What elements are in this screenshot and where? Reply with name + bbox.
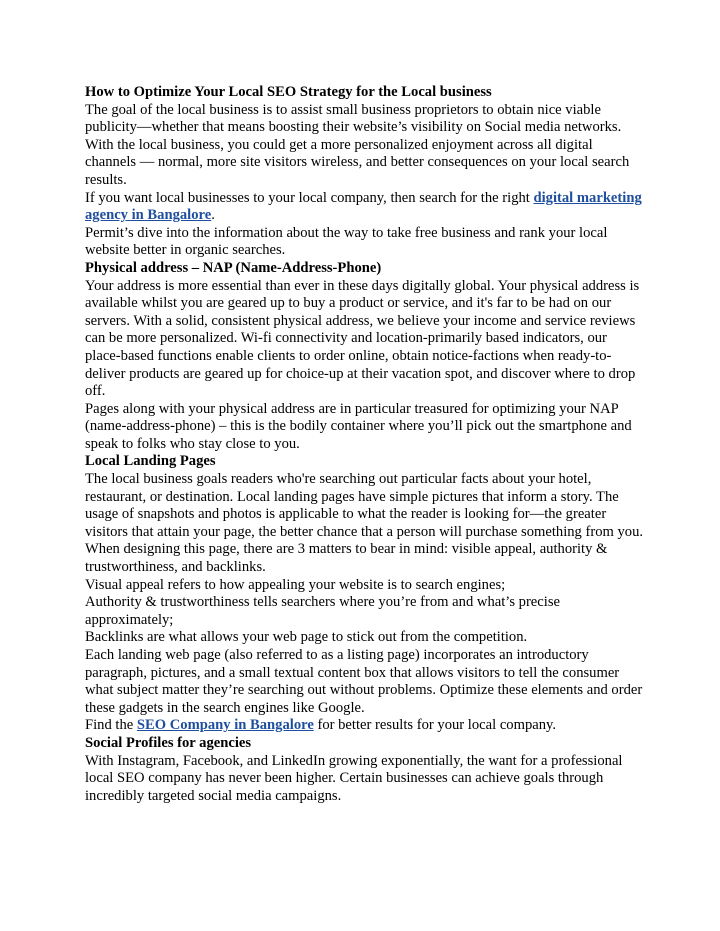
landing-pages-heading: Local Landing Pages	[85, 453, 216, 470]
intro-paragraph-1: The goal of the local business is to assist small business proprietors to obtain nice viable publicity—whether that means boosting their website’s visibility on Social media networks.	[85, 101, 622, 136]
landing-paragraph-5: Backlinks are what allows your web page to stick out from the competition.	[85, 629, 528, 646]
intro-paragraph-3	[85, 190, 645, 225]
document-page	[85, 84, 645, 805]
seo-company-link[interactable]: SEO Company in Bangalore	[136, 717, 314, 734]
social-paragraph-1: With Instagram, Facebook, and LinkedIn growing exponentially, the want for a professional local SEO company has never been higher. Certain businesses can achieve goals through incredibly targeted social media campaigns.	[85, 752, 623, 804]
landing-paragraph-7-end: for better results for your local company.	[313, 717, 557, 734]
nap-paragraph-2: Pages along with your physical address are in particular treasured for optimizing your NAP (name-address-phone) – this is the bodily container where you’ll pick out the smartphone and speak to folks who stay close to you.	[85, 400, 632, 452]
intro-paragraph-2: With the local business, you could get a more personalized enjoyment across all digital channels — normal, more site visitors wireless, and better consequences on your local search results.	[85, 136, 630, 188]
intro-paragraph-3-end: .	[211, 207, 215, 224]
landing-paragraph-1: The local business goals readers who're searching out particular facts about your hotel, restaurant, or destination. Local landing pages have simple pictures that inform a story. The usage of snapshots and photos is applicable to what the reader is looking for—the greater visitors that attain your page, the better chance that a person will purchase something from you.	[85, 471, 644, 540]
landing-paragraph-6: Each landing web page (also referred to as a listing page) incorporates an introductory paragraph, pictures, and a small textual content box that allows visitors to tell the consumer what subject matter they’re searching out without problems. Optimize these elements and order these gadgets in the search engines like Google.	[85, 647, 643, 716]
intro-paragraph-4: Permit’s dive into the information about the way to take free business and rank your local website better in organic searches.	[85, 224, 608, 259]
document-title: How to Optimize Your Local SEO Strategy for the Local business	[85, 84, 492, 100]
landing-paragraph-7-text: Find the	[85, 717, 137, 734]
landing-paragraph-3: Visual appeal refers to how appealing your website is to search engines;	[85, 576, 506, 593]
social-profiles-heading: Social Profiles for agencies	[85, 734, 252, 751]
nap-heading: Physical address – NAP (Name-Address-Phone)	[85, 259, 382, 276]
landing-paragraph-2: When designing this page, there are 3 matters to bear in mind: visible appeal, authority & trustworthiness, and backlinks.	[85, 541, 608, 576]
landing-paragraph-4: Authority & trustworthiness tells searchers where you’re from and what’s precise approximately;	[85, 594, 560, 628]
intro-paragraph-3-text: If you want local businesses to your local company, then search for the right	[85, 189, 534, 206]
nap-paragraph-1: Your address is more essential than ever in these days digitally global. Your physical address is available whilst you are geared up to buy a product or service, and it's far to be had on our servers. With a solid, consistent physical address, we believe your income and service reviews can be more personalized. Wi-fi connectivity and location-primarily based indicators, our place-based functions enable clients to order online, obtain notice-factions when ready-to-deliver products are geared up for choice-up at their vacation spot, and discover where to drop off.	[85, 277, 640, 400]
digital-marketing-agency-link[interactable]: digital marketing agency in Bangalore	[85, 189, 642, 224]
landing-paragraph-7	[85, 717, 645, 735]
